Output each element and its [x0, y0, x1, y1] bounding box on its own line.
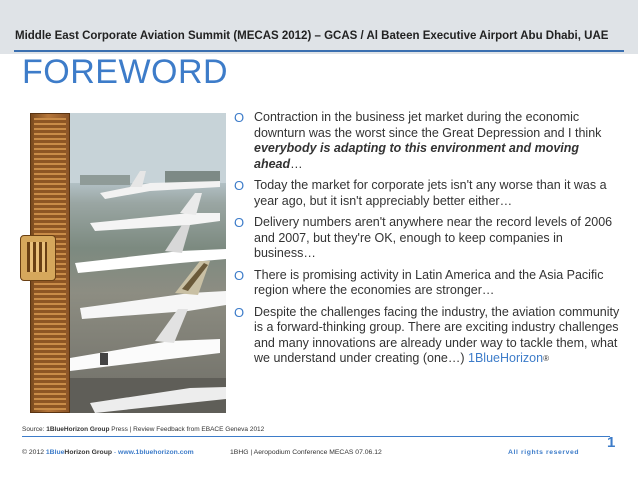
header-band [0, 0, 638, 54]
bullet-marker-icon: O [234, 215, 245, 230]
jets-illustration [70, 113, 226, 413]
bullet-item: O Delivery numbers aren't anywhere near the record levels of 2006 and 2007, but they're OK, enough to keep companies in business… [234, 215, 613, 260]
door-handle-icon [20, 235, 56, 281]
airport-photo-frame [30, 113, 226, 413]
parked-jets-photo [70, 113, 226, 413]
bullet-marker-icon: O [234, 304, 245, 320]
bullet-marker-icon: O [234, 178, 245, 193]
bullet-item: O Today the market for corporate jets isn't any worse than it was a year ago, but it isn't appreciably better either… [234, 178, 607, 208]
brand-name-horizon: Horizon [500, 351, 544, 365]
bullet-item: O Contraction in the business jet market during the economic downturn was the worst since the Great Depression and I think everybody is adapting to this environment and moving ahead… [234, 110, 602, 171]
bullet-item: O Despite the challenges facing the industry, the aviation community is a forward-thinking group. There are exciting industry challenges and many innovations are already under way to tackle them, what we understand under creating (one…) 1BlueHorizon® [234, 304, 620, 365]
registered-mark: ® [543, 354, 549, 363]
source-note: Source: 1BlueHorizon Group Press | Review Feedback from EBACE Geneva 2012 [22, 426, 265, 433]
footer-divider [22, 436, 610, 437]
slide-heading: FOREWORD [22, 53, 229, 91]
header-title: Middle East Corporate Aviation Summit (MECAS 2012) – GCAS / Al Bateen Executive Airport Abu Dhabi, UAE [15, 30, 609, 42]
bullet-marker-icon: O [234, 267, 245, 283]
copyright: © 2012 1BlueHorizon Group - www.1bluehorizon.com [22, 449, 194, 456]
footer-center-text: 1BHG | Aeropodium Conference MECAS 07.06.12 [230, 449, 382, 456]
bullet-item: O There is promising activity in Latin America and the Asia Pacific region where the economies are stronger… [234, 267, 604, 297]
website-link[interactable]: www.1bluehorizon.com [118, 449, 194, 456]
page-number: 1 [607, 434, 616, 451]
rights-notice: All rights reserved [508, 449, 580, 456]
bullet-marker-icon: O [234, 110, 245, 125]
bullet-list [232, 110, 622, 373]
brand-name-1blue: 1Blue [468, 351, 500, 365]
